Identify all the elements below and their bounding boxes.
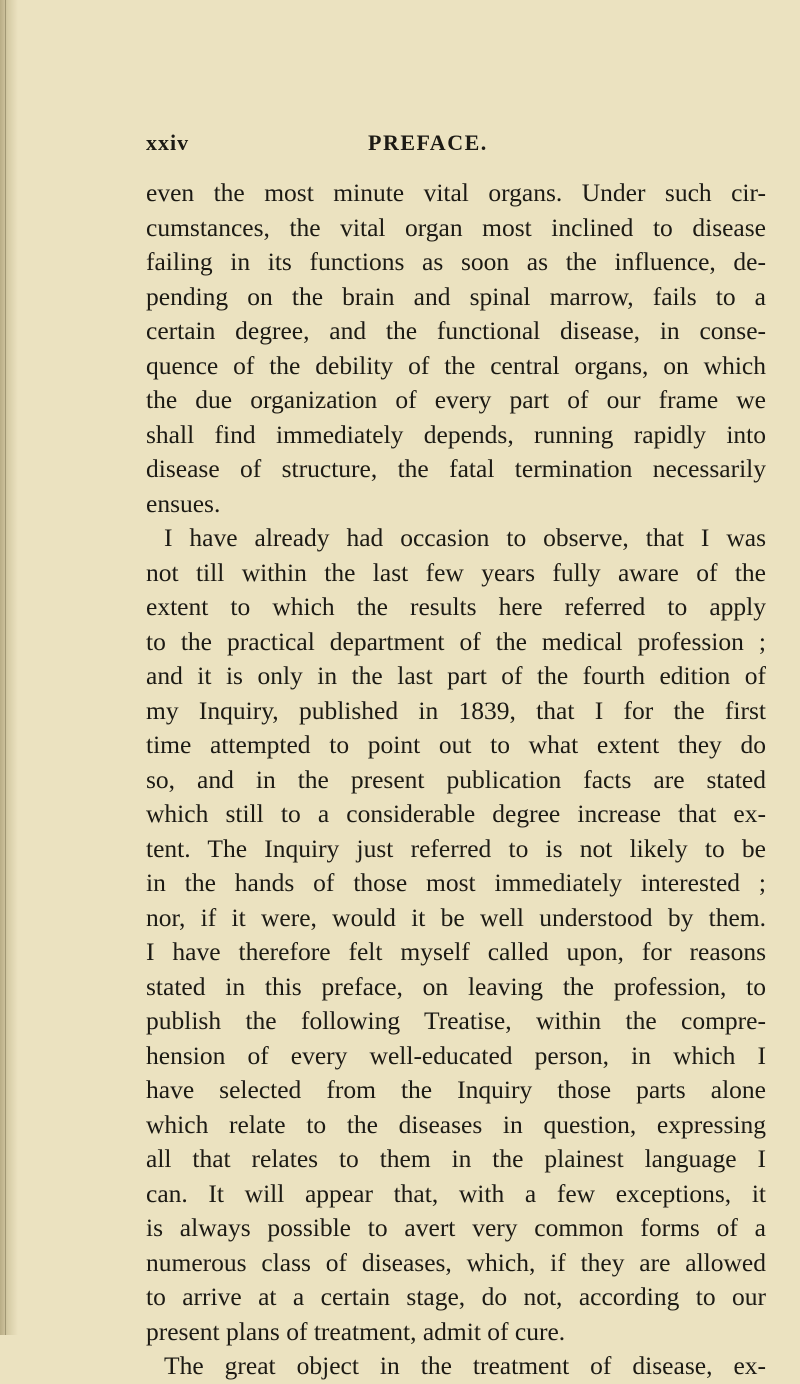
text-line: cumstances, the vital organ most inclined to disease xyxy=(146,212,766,242)
running-head xyxy=(0,130,800,160)
text-line: which still to a considerable degree increase that ex- xyxy=(146,799,766,828)
text-line: nor, if it were, would it be well understood by them. xyxy=(146,902,766,932)
page-edge-line xyxy=(5,0,6,1335)
text-line: pending on the brain and spinal marrow, fails to a xyxy=(146,281,766,311)
text-line: quence of the debility of the central organs, on which xyxy=(146,350,766,380)
page-edge xyxy=(0,0,18,1335)
text-line: disease of structure, the fatal termination necessarily xyxy=(146,454,766,483)
text-line: and it is only in the last part of the fourth edition of xyxy=(146,661,766,690)
text-line: I have therefore felt myself called upon, for reasons xyxy=(146,937,766,966)
text-line: tent. The Inquiry just referred to is not likely to be xyxy=(146,833,766,863)
text-line: present plans of treatment, admit of cure. xyxy=(146,1316,566,1346)
text-line: stated in this preface, on leaving the profession, to xyxy=(146,971,766,1001)
text-line: is always possible to avert very common forms of a xyxy=(146,1213,766,1242)
text-line: all that relates to them in the plainest language I xyxy=(146,1144,766,1173)
text-line: in the hands of those most immediately interested ; xyxy=(146,868,766,897)
text-line: even the most minute vital organs. Under such cir- xyxy=(146,178,766,207)
text-line: The great object in the treatment of disease, ex- xyxy=(164,1351,766,1380)
text-line: not till within the last few years fully aware of the xyxy=(146,557,766,587)
text-line: the due organization of every part of our frame we xyxy=(146,385,766,414)
text-line: so, and in the present publication facts are stated xyxy=(146,764,766,794)
text-line: failing in its functions as soon as the influence, de- xyxy=(146,247,766,276)
text-line: have selected from the Inquiry those parts alone xyxy=(146,1075,766,1104)
text-line: shall find immediately depends, running rapidly into xyxy=(146,419,766,449)
running-head-title: PREFACE. xyxy=(368,130,488,155)
text-line: my Inquiry, published in 1839, that I for the first xyxy=(146,695,766,725)
body-text xyxy=(146,176,766,1384)
text-line: I have already had occasion to observe, that I was xyxy=(164,523,766,552)
text-line: ensues. xyxy=(146,488,221,518)
text-line: certain degree, and the functional disease, in conse- xyxy=(146,316,766,345)
text-line: to the practical department of the medical profession ; xyxy=(146,626,766,656)
text-line: which relate to the diseases in question, expressing xyxy=(146,1109,766,1139)
text-line: can. It will appear that, with a few exceptions, it xyxy=(146,1178,766,1208)
text-line: extent to which the results here referred to apply xyxy=(146,592,766,621)
text-line: publish the following Treatise, within the compre- xyxy=(146,1006,766,1035)
page-number: xxiv xyxy=(146,130,190,155)
text-line: numerous class of diseases, which, if they are allowed xyxy=(146,1247,766,1277)
text-line: time attempted to point out to what extent they do xyxy=(146,730,766,759)
text-line: hension of every well-educated person, in which I xyxy=(146,1040,766,1070)
text-line: to arrive at a certain stage, do not, according to our xyxy=(146,1282,766,1311)
